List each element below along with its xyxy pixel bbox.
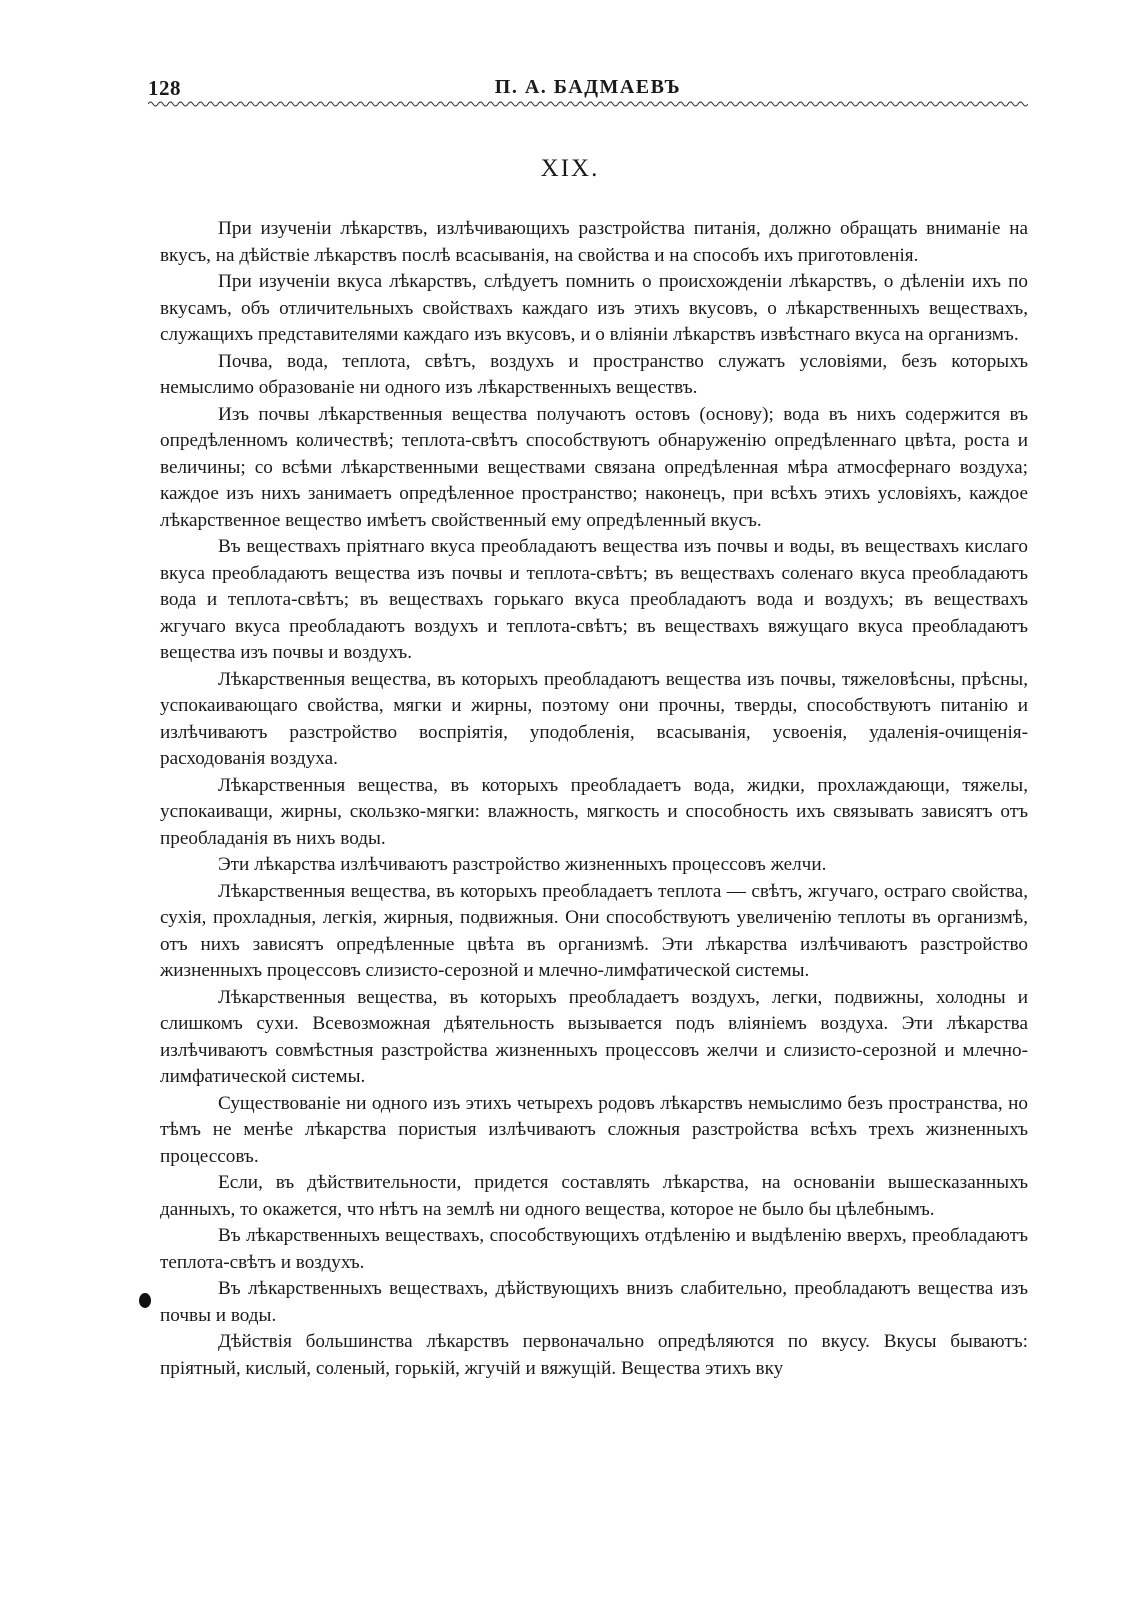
paragraph: Если, въ дѣйствительности, придется составлять лѣкарства, на основаніи вышесказанныхъ данныхъ, то окажется, что нѣтъ на землѣ ни одного вещества, которое не было бы цѣлебнымъ. — [160, 1172, 1028, 1220]
paragraph: Почва, вода, теплота, свѣтъ, воздухъ и пространство служатъ условіями, безъ которыхъ немыслимо образованіе ни одного изъ лѣкарственныхъ веществъ. — [160, 350, 1028, 398]
paragraph: Въ веществахъ пріятнаго вкуса преобладаютъ вещества изъ почвы и воды, въ веществахъ кислаго вкуса преобладаютъ вещества изъ почвы и теплота-свѣтъ; въ веществахъ соленаго вкуса преобладаютъ вода и теплота-свѣтъ; въ веществахъ горькаго вкуса преобладаютъ вода и воздухъ; въ веществахъ жгучаго вкуса преобладаютъ воздухъ и теплота-свѣтъ; въ веществахъ вяжущаго вкуса преобладаютъ вещества изъ почвы и воздухъ. — [160, 536, 1028, 663]
paragraph: Лѣкарственныя вещества, въ которыхъ преобладаютъ вещества изъ почвы, тяжеловѣсны, прѣсны, успокаивающаго свойства, мягки и жирны, поэтому они прочны, тверды, способствуютъ питанію и излѣчиваютъ разстройство воспріятія, уподобленія, всасыванія, усвоенія, удаленія-очищенія-расходованія воздуха. — [160, 668, 1028, 769]
paragraph: Лѣкарственныя вещества, въ которыхъ преобладаетъ вода, жидки, прохлаждающи, тяжелы, успокаиващи, жирны, скользко-мягки: влажность, мягкость и способность ихъ связывать зависятъ отъ преобладанія въ нихъ воды. — [160, 774, 1028, 849]
wavy-header-rule — [148, 100, 1028, 108]
paragraph: Эти лѣкарства излѣчиваютъ разстройство жизненныхъ процессовъ желчи. — [218, 854, 827, 875]
paragraph: Лѣкарственныя вещества, въ которыхъ преобладаетъ теплота — свѣтъ, жгучаго, остраго свойства, сухія, прохладныя, легкія, жирныя, подвижныя. Они способствуютъ увеличенію теплоты въ организмѣ, отъ нихъ зависятъ опредѣленные цвѣта въ организмѣ. Эти лѣкарства излѣчиваютъ разстройство жизненныхъ процессовъ слизисто-серозной и млечно-лимфатической системы. — [160, 880, 1028, 981]
paragraph: Лѣкарственныя вещества, въ которыхъ преобладаетъ воздухъ, легки, подвижны, холодны и слишкомъ сухи. Всевозможная дѣятельность вызывается подъ вліяніемъ воздуха. Эти лѣкарства излѣчиваютъ совмѣстныя разстройства жизненныхъ процессовъ желчи и слизисто-серозной и млечно-лимфатической системы. — [160, 986, 1028, 1087]
paragraph: Изъ почвы лѣкарственныя вещества получаютъ остовъ (основу); вода въ нихъ содержится въ опредѣленномъ количествѣ; теплота-свѣтъ способствуютъ обнаруженію опредѣленнаго цвѣта, роста и величины; со всѣми лѣкарственными веществами связана опредѣленная мѣра атмосфернаго воздуха; каждое изъ нихъ занимаетъ опредѣленное пространство; наконецъ, при всѣхъ этихъ условіяхъ, каждое лѣкарственное вещество имѣетъ свойственный ему опредѣленный вкусъ. — [160, 403, 1028, 531]
paragraph: Дѣйствія большинства лѣкарствъ первоначально опредѣляются по вкусу. Вкусы бываютъ: пріятный, кислый, соленый, горькій, жгучій и вяжущій. Вещества этихъ вку — [160, 1331, 1028, 1379]
paragraph: Существованіе ни одного изъ этихъ четырехъ родовъ лѣкарствъ немыслимо безъ пространства, но тѣмъ не менѣе лѣкарства пористыя излѣчиваютъ сложныя разстройства всѣхъ трехъ жизненныхъ процессовъ. — [160, 1092, 1028, 1167]
ink-blot-mark — [139, 1293, 151, 1308]
paragraph: При изученіи вкуса лѣкарствъ, слѣдуетъ помнить о происхожденіи лѣкарствъ, о дѣленіи ихъ по вкусамъ, объ отличительныхъ свойствахъ каждаго изъ этихъ вкусовъ, о лѣкарственныхъ веществахъ, служащихъ представителями каждаго изъ вкусовъ, и о вліяніи лѣкарствъ извѣстнаго вкуса на организмъ. — [160, 271, 1028, 345]
chapter-number: XIX. — [540, 155, 600, 182]
paragraph: При изученіи лѣкарствъ, излѣчивающихъ разстройства питанія, должно обращать вниманіе на вкусъ, на дѣйствіе лѣкарствъ послѣ всасыванія, на свойства и на способъ ихъ приготовленія. — [160, 218, 1028, 266]
paragraph: Въ лѣкарственныхъ веществахъ, дѣйствующихъ внизъ слабительно, преобладаютъ вещества изъ почвы и воды. — [160, 1278, 1028, 1326]
page-number: 128 — [148, 76, 181, 100]
body-text — [160, 216, 1028, 1382]
paragraph: Въ лѣкарственныхъ веществахъ, способствующихъ отдѣленію и выдѣленію вверхъ, преобладаютъ теплота-свѣтъ и воздухъ. — [160, 1225, 1028, 1273]
running-title: П. А. БАДМАЕВЪ — [494, 76, 682, 98]
